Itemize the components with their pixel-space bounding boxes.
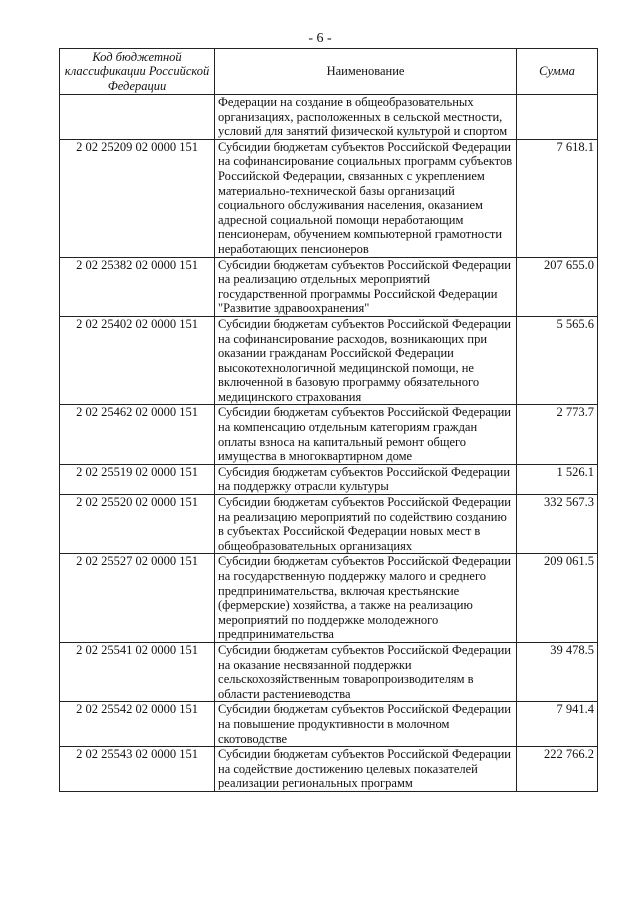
cell-sum: 207 655.0	[517, 257, 598, 316]
cell-code: 2 02 25209 02 0000 151	[60, 139, 215, 257]
cell-name: Субсидии бюджетам субъектов Российской Федерации на компенсацию отдельным категориям граждан оплаты взноса на капитальный ремонт общего имущества в многоквартирном доме	[215, 405, 517, 464]
cell-sum: 7 941.4	[517, 702, 598, 747]
cell-sum: 209 061.5	[517, 554, 598, 643]
cell-sum	[517, 95, 598, 140]
table-row	[60, 316, 598, 405]
table-row	[60, 495, 598, 554]
header-code: Код бюджетной классификации Российской Федерации	[60, 49, 215, 95]
table-row	[60, 747, 598, 792]
cell-name: Субсидии бюджетам субъектов Российской Федерации на содействие достижению целевых показателей реализации региональных программ	[215, 747, 517, 792]
budget-table	[59, 48, 598, 792]
cell-code: 2 02 25519 02 0000 151	[60, 464, 215, 494]
cell-sum: 332 567.3	[517, 495, 598, 554]
cell-code: 2 02 25402 02 0000 151	[60, 316, 215, 405]
cell-name: Федерации на создание в общеобразовательных организациях, расположенных в сельской местности, условий для занятий физической культурой и спортом	[215, 95, 517, 140]
cell-code: 2 02 25527 02 0000 151	[60, 554, 215, 643]
table-row	[60, 139, 598, 257]
table-row	[60, 257, 598, 316]
page-number: - 6 -	[308, 31, 332, 46]
cell-name: Субсидии бюджетам субъектов Российской Федерации на софинансирование социальных программ субъектов Российской Федерации, связанных с укреплением материально-технической базы организаций социального обслуживания населения, оказанием адресной социальной помощи неработающим пенсионерам, обучением компьютерной грамотности неработающих пенсионеров	[215, 139, 517, 257]
cell-name: Субсидия бюджетам субъектов Российской Федерации на поддержку отрасли культуры	[215, 464, 517, 494]
table-row	[60, 554, 598, 643]
cell-sum: 1 526.1	[517, 464, 598, 494]
cell-sum: 222 766.2	[517, 747, 598, 792]
header-sum: Сумма	[517, 49, 598, 95]
cell-sum: 7 618.1	[517, 139, 598, 257]
cell-sum: 2 773.7	[517, 405, 598, 464]
table-row	[60, 642, 598, 701]
cell-code	[60, 95, 215, 140]
cell-code: 2 02 25543 02 0000 151	[60, 747, 215, 792]
table-row	[60, 464, 598, 494]
cell-sum: 39 478.5	[517, 642, 598, 701]
cell-name: Субсидии бюджетам субъектов Российской Федерации на повышение продуктивности в молочном скотоводстве	[215, 702, 517, 747]
cell-code: 2 02 25520 02 0000 151	[60, 495, 215, 554]
cell-code: 2 02 25542 02 0000 151	[60, 702, 215, 747]
header-name: Наименование	[215, 49, 517, 95]
table-row	[60, 702, 598, 747]
table-header-row	[60, 49, 598, 95]
cell-code: 2 02 25462 02 0000 151	[60, 405, 215, 464]
cell-name: Субсидии бюджетам субъектов Российской Федерации на софинансирование расходов, возникающих при оказании гражданам Российской Федерации высокотехнологичной медицинской помощи, не включенной в базовую программу обязательного медицинского страхования	[215, 316, 517, 405]
cell-code: 2 02 25541 02 0000 151	[60, 642, 215, 701]
cell-name: Субсидии бюджетам субъектов Российской Федерации на оказание несвязанной поддержки сельскохозяйственным товаропроизводителям в области растениеводства	[215, 642, 517, 701]
table-row	[60, 95, 598, 140]
cell-code: 2 02 25382 02 0000 151	[60, 257, 215, 316]
cell-name: Субсидии бюджетам субъектов Российской Федерации на реализацию мероприятий по содействию созданию в субъектах Российской Федерации новых мест в общеобразовательных организациях	[215, 495, 517, 554]
cell-sum: 5 565.6	[517, 316, 598, 405]
cell-name: Субсидии бюджетам субъектов Российской Федерации на реализацию отдельных мероприятий государственной программы Российской Федерации "Развитие здравоохранения"	[215, 257, 517, 316]
cell-name: Субсидии бюджетам субъектов Российской Федерации на государственную поддержку малого и среднего предпринимательства, включая крестьянские (фермерские) хозяйства, а также на реализацию мероприятий по поддержке молодежного предпринимательства	[215, 554, 517, 643]
table-row	[60, 405, 598, 464]
